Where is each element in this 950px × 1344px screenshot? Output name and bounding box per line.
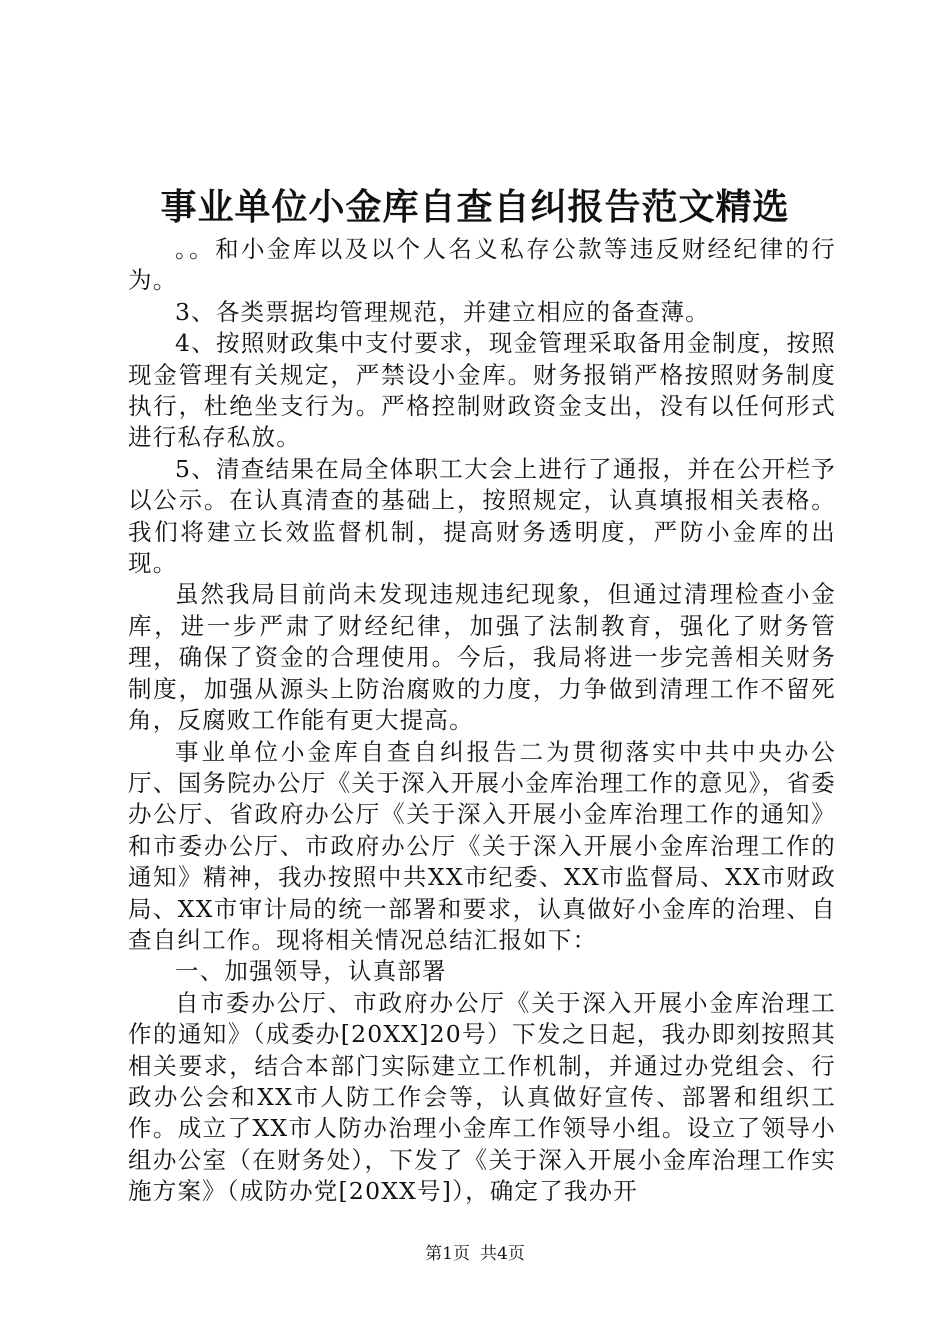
document-title: 事业单位小金库自查自纠报告范文精选 — [160, 186, 790, 228]
page-footer — [0, 1243, 950, 1265]
paragraph: 5、清查结果在局全体职工大会上进行了通报，并在公开栏予以公示。在认真清查的基础上，按照规定，认真填报相关表格。我们将建立长效监督机制，提高财务透明度，严防小金库的出现。 — [128, 454, 836, 578]
document-body — [128, 234, 836, 1208]
paragraph: 。。和小金库以及以个人名义私存公款等违反财经纪律的行为。 — [128, 235, 836, 295]
page-number: 第1页 — [425, 1244, 470, 1264]
paragraph: 事业单位小金库自查自纠报告二为贯彻落实中共中央办公厅、国务院办公厅《关于深入开展小金库治理工作的意见》，省委办公厅、省政府办公厅《关于深入开展小金库治理工作的通知》和市委办公厅、市政府办公厅《关于深入开展小金库治理工作的通知》精神，我办按照中共XX市纪委、XX市监督局、XX市财政局、XX市审计局的统一部署和要求，认真做好小金库的治理、自查自纠工作。现将相关情况总结汇报如下： — [128, 737, 836, 954]
page-total: 共4页 — [480, 1244, 525, 1264]
paragraph: 3、各类票据均管理规范，并建立相应的备查薄。 — [175, 297, 710, 326]
section-heading: 一、加强领导，认真部署 — [175, 957, 447, 986]
paragraph: 自市委办公厅、市政府办公厅《关于深入开展小金库治理工作的通知》（成委办[20XX]20号）下发之日起，我办即刻按照其相关要求，结合本部门实际建立工作机制，并通过办党组会、行政办公会和XX市人防工作会等，认真做好宣传、部署和组织工作。成立了XX市人防办治理小金库工作领导小组。设立了领导小组办公室（在财务处），下发了《关于深入开展小金库治理工作实施方案》（成防办党[20XX号]），确定了我办开 — [128, 988, 836, 1206]
paragraph: 4、按照财政集中支付要求，现金管理采取备用金制度，按照现金管理有关规定，严禁设小金库。财务报销严格按照财务制度执行，杜绝坐支行为。严格控制财政资金支出，没有以任何形式进行私存私放。 — [128, 329, 836, 452]
paragraph: 虽然我局目前尚未发现违规违纪现象，但通过清理检查小金库，进一步严肃了财经纪律，加强了法制教育，强化了财务管理，确保了资金的合理使用。今后，我局将进一步完善相关财务制度，加强从源头上防治腐败的力度，力争做到清理工作不留死角，反腐败工作能有更大提高。 — [128, 580, 836, 735]
